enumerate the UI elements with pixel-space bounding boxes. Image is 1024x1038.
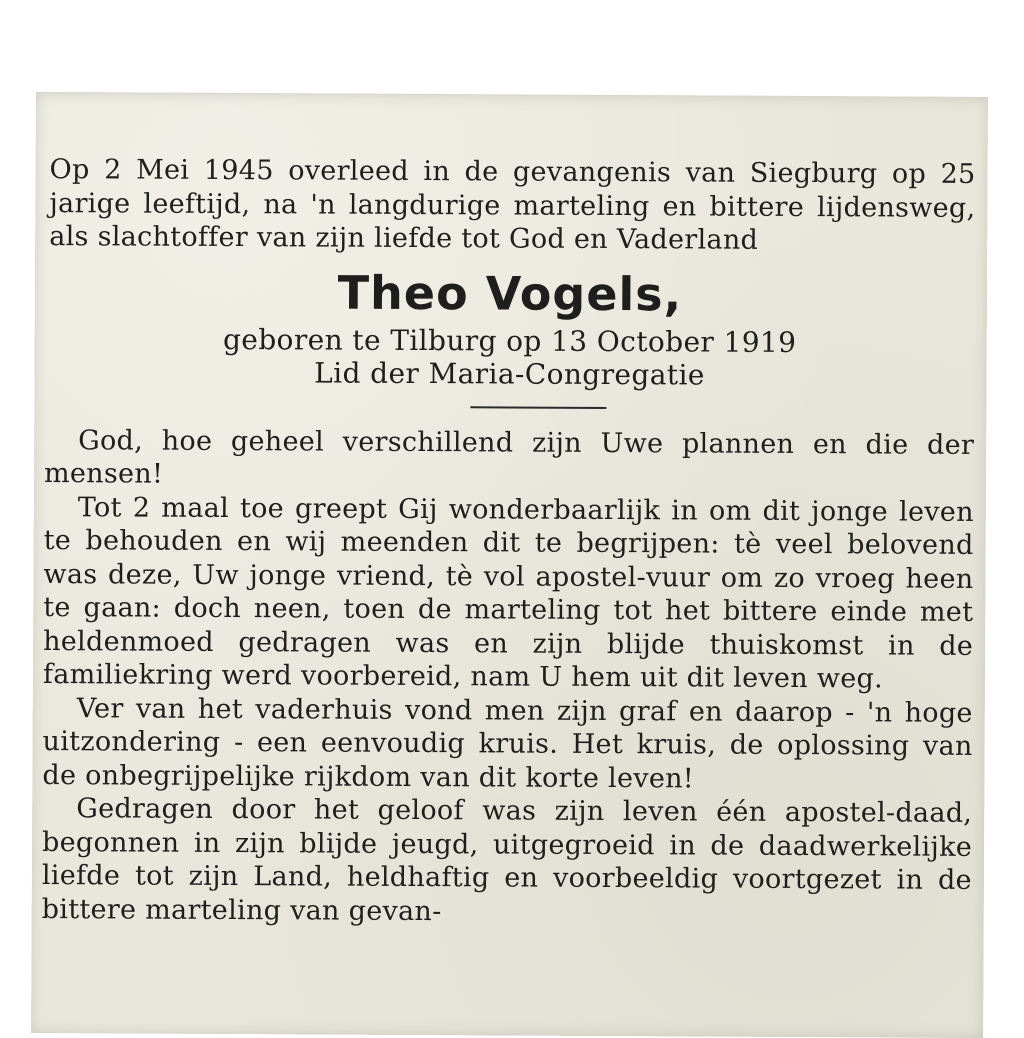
paragraph-3: Ver van het vaderhuis vond men zijn graf en daarop - 'n hoge uitzondering - een eenvoudig kruis. Het kruis, de oplossing van de onbegrijpelijke rijkdom van dit korte leven! [42,692,973,794]
death-announcement: Op 2 Mei 1945 overleed in de gevangenis van Siegburg op 25 jarige leeftijd, na 'n langdurige marteling en bittere lijdensweg, als slachtoffer van zijn liefde tot God en Vaderland [49,154,976,256]
memorial-text [42,424,975,931]
paragraph-2: Tot 2 maal toe greept Gij wonderbaarlijk in om dit jonge leven te behouden en wij meenden dit te begrijpen: tè veel belovend was deze, Uw jonge vriend, tè vol apostel-vuur om zo vroeg heen te gaan: doch neen, toen de marteling tot het bittere einde met heldenmoed gedragen was en zijn blijde thuiskomst in de familiekring werd voorbereid, nam U hem uit dit leven weg. [42,491,974,695]
card-content [42,153,976,931]
membership-line: Lid der Maria-Congregatie [314,355,705,392]
paragraph-1: God, hoe geheel verschillend zijn Uwe plannen en die der mensen! [43,424,975,490]
divider-rule [470,406,606,409]
birth-details: geboren te Tilburg op 13 October 1919 [222,322,797,359]
paragraph-4: Gedragen door het geloof was zijn leven één apostel-daad, begonnen in zijn blijde jeugd, uitgegroeid in de daadwerkelijke liefde tot zijn Land, heldhaftig en voorbeeldig voortgezet in de bittere marteling van gevan- [41,793,973,927]
memorial-card [31,92,988,1038]
deceased-name: Theo Vogels, [337,265,683,321]
